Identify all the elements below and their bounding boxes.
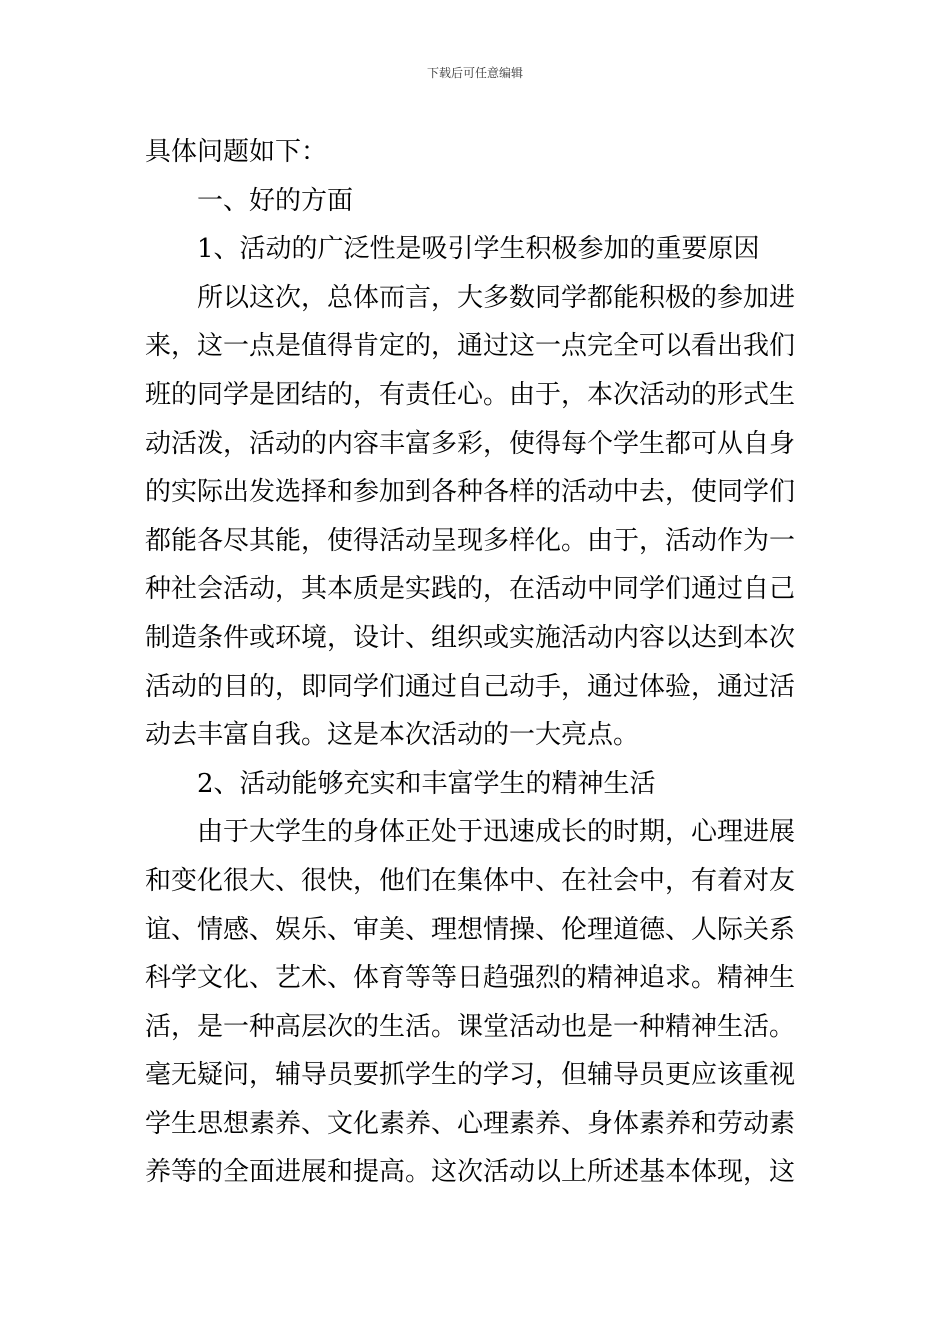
- paragraph-line: 种社会活动，其本质是实践的，在活动中同学们通过自己: [145, 574, 796, 605]
- paragraph-line: 动去丰富自我。这是本次活动的一大亮点。: [145, 720, 640, 751]
- paragraph-line: 班的同学是团结的，有责任心。由于，本次活动的形式生: [145, 379, 796, 410]
- paragraph-line: 制造条件或环境，设计、组织或实施活动内容以达到本次: [145, 622, 796, 653]
- paragraph-line: 来，这一点是值得肯定的，通过这一点完全可以看出我们: [145, 331, 796, 362]
- paragraph-line: 活动的目的，即同学们通过自己动手，通过体验，通过活: [145, 671, 796, 702]
- paragraph-line: 毫无疑问，辅导员要抓学生的学习，但辅导员更应该重视: [145, 1060, 796, 1091]
- paragraph-line: 动活泼，活动的内容丰富多彩，使得每个学生都可从自身: [145, 428, 796, 459]
- text-line: 具体问题如下：: [145, 137, 328, 167]
- paragraph-line: 养等的全面进展和提高。这次活动以上所述基本体现，这: [145, 1157, 796, 1188]
- document-body: [145, 128, 805, 1197]
- paragraph-line: 都能各尽其能，使得活动呈现多样化。由于，活动作为一: [145, 525, 796, 556]
- paragraph-line: 所以这次，总体而言，大多数同学都能积极的参加进: [197, 282, 796, 313]
- paragraph-line: 学生思想素养、文化素养、心理素养、身体素养和劳动素: [145, 1108, 796, 1139]
- paragraph-line: 活，是一种高层次的生活。课堂活动也是一种精神生活。: [145, 1011, 796, 1042]
- subsection-heading: 2、活动能够充实和丰富学生的精神生活: [197, 768, 656, 799]
- page-header-note: 下载后可任意编辑: [426, 66, 523, 80]
- paragraph-line: 谊、情感、娱乐、审美、理想情操、伦理道德、人际关系: [145, 914, 796, 945]
- paragraph-line: 的实际出发选择和参加到各种各样的活动中去，使同学们: [145, 477, 796, 508]
- paragraph-line: 由于大学生的身体正处于迅速成长的时期，心理进展: [197, 817, 796, 848]
- section-heading: 一、好的方面: [197, 185, 354, 216]
- paragraph-line: 科学文化、艺术、体育等等日趋强烈的精神追求。精神生: [145, 963, 796, 994]
- subsection-heading: 1、活动的广泛性是吸引学生积极参加的重要原因: [197, 234, 760, 265]
- paragraph-line: 和变化很大、很快，他们在集体中、在社会中，有着对友: [145, 865, 796, 896]
